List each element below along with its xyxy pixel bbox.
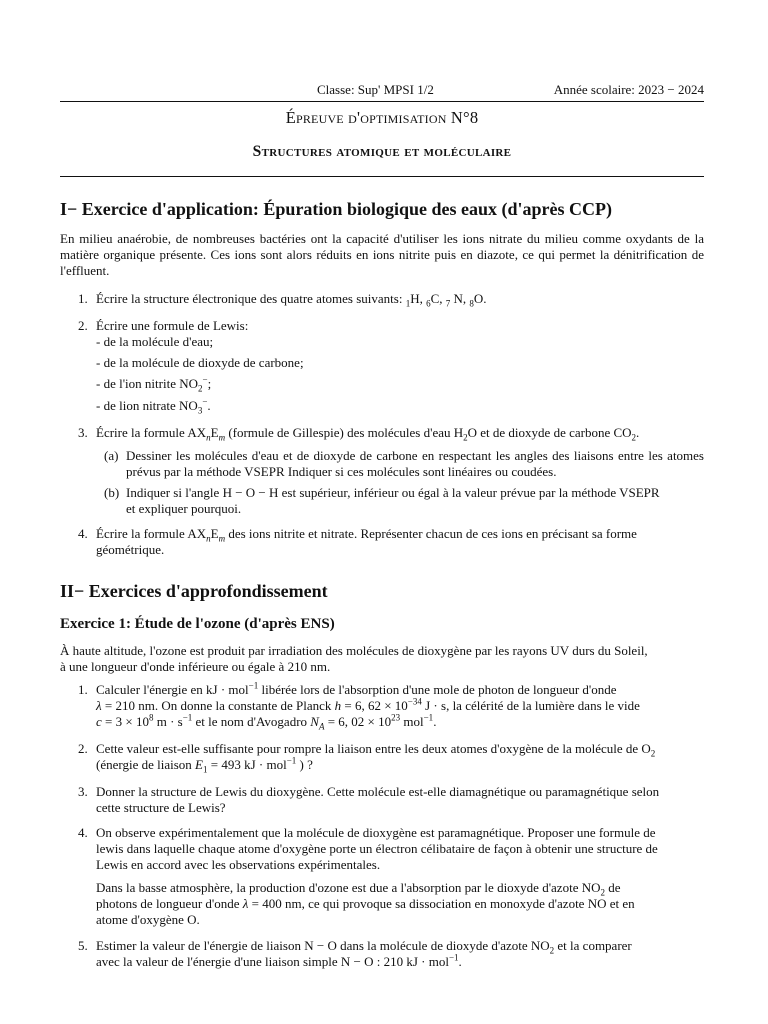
section-1-heading [60,199,612,220]
title-rule [60,176,704,177]
question-1-2-b: - de la molécule de dioxyde de carbone; [96,355,304,370]
section-1-intro: En milieu anaérobie, de nombreuses bactéries ont la capacité d'utiliser les ions nitrate du milieu comme oxydants de la matière organique présente. Ces ions sont alors réduits en ions nitrite puis en diazote, ce qui permet la dénitrification de l'effluent. [60,231,704,278]
exercise-1-intro: À haute altitude, l'ozone est produit par irradiation des molécules de dioxygène par les rayons UV durs du Soleil, à une longueur d'onde inférieure ou égale à 210 nm. [60,643,648,674]
exam-title: Épreuve d'optimisation N°8 [285,108,479,127]
section-1-number: I− [60,199,78,219]
header-rule [60,101,704,102]
exercise-1-title: Exercice 1: Étude de l'ozone (d'après ENS) [60,616,335,632]
section-2-title: Exercices d'approfondissement [88,581,328,601]
question-1-2-c: - de l'ion nitrite $NO_2^-$; [96,374,212,394]
school-year-label: Année scolaire: 2023 − 2024 [553,82,704,97]
section-2-heading [60,581,328,602]
question-1-2-d: - de lion nitrate $NO_3^-$. [96,396,211,416]
class-label: Classe: Sup' MPSI 1/2 [317,82,434,97]
question-1-2-a: - de la molécule d'eau; [96,334,214,349]
exam-subtitle: Structures atomique et moléculaire [252,143,512,160]
page-header [60,80,704,100]
section-2-number: II− [60,581,85,601]
section-1-title: Exercice d'application: Épuration biologique des eaux (d'après CCP) [81,199,612,219]
